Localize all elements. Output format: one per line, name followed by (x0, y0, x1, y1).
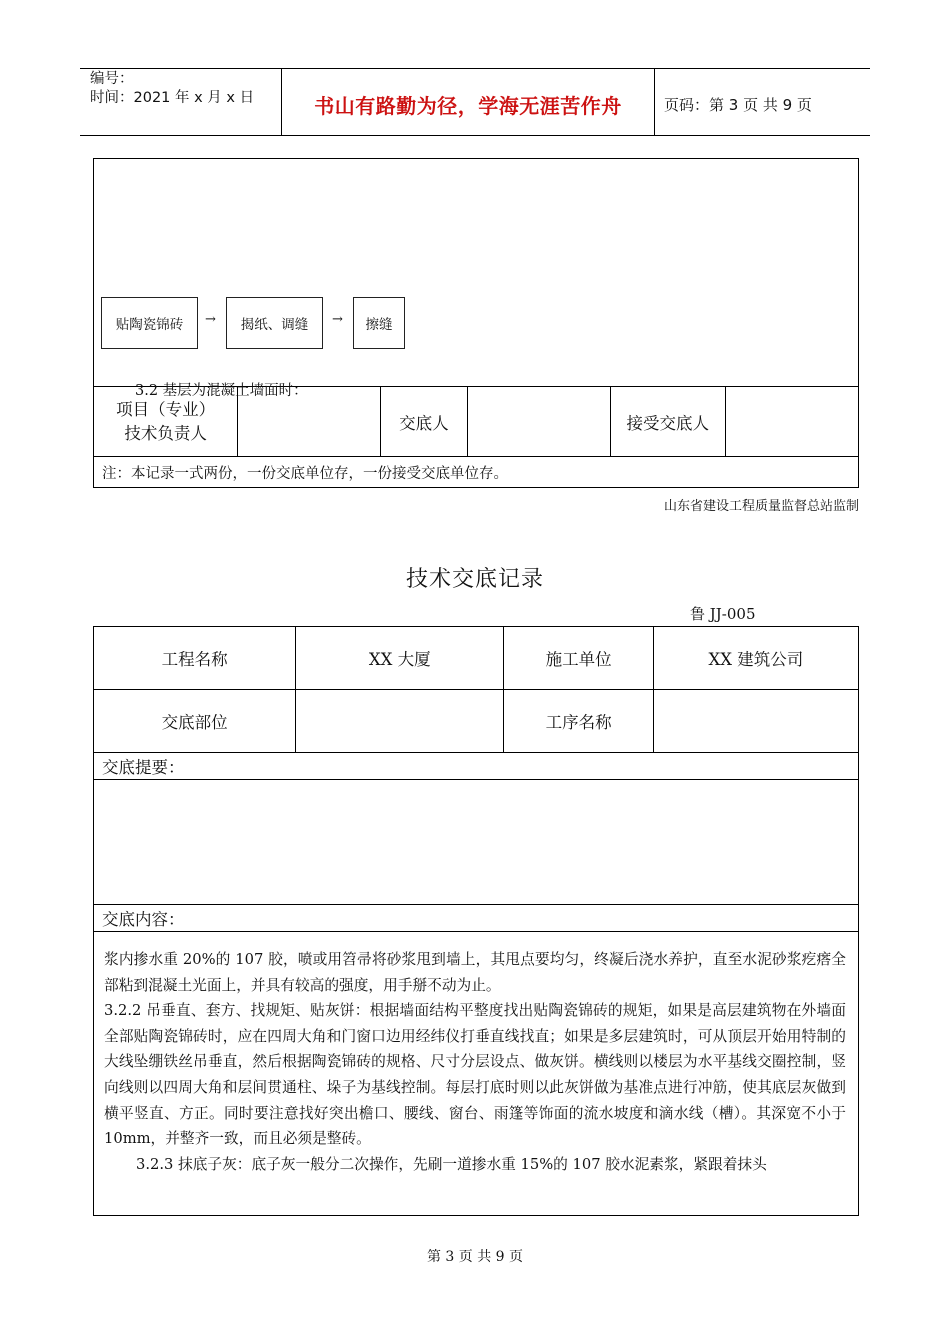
process-name-label: 工序名称 (504, 690, 653, 753)
header-time: 时间：2021 年 x 月 x 日 (90, 90, 255, 106)
record-form-table (93, 626, 859, 1216)
document-title: 技术交底记录 (405, 567, 544, 592)
header-meta (90, 70, 254, 108)
content-frame-top (93, 158, 859, 387)
project-name-value: XX 大厦 (296, 627, 504, 690)
flow-arrow-icon: → (332, 312, 343, 327)
header-divider (654, 68, 655, 136)
supervising-org: 山东省建设工程质量监督总站监制 (663, 499, 859, 514)
header-bottom-rule (80, 135, 870, 136)
contractor-value: XX 建筑公司 (653, 627, 858, 690)
signature-table (93, 386, 859, 488)
content-paragraph: 3.2.2 吊垂直、套方、找规矩、贴灰饼：根据墙面结构平整度找出贴陶瓷锦砖的规矩，如果是高层建筑物在外墙面全部贴陶瓷锦砖时，应在四周大角和门窗口边用经纬仪打垂直线找直；如果是多层建筑时，可从顶层开始用特制的大线坠绷铁丝吊垂直，然后根据陶瓷锦砖的规格、尺寸分层设点、做灰饼。横线则以楼层为水平基线交圈控制，竖向线则以四周大角和层间贯通柱、垛子为基线控制。每层打底时则以此灰饼做为基准点进行冲筋，使其底层灰做到横平竖直、方正。同时要注意找好突出檐口、腰线、窗台、雨篷等饰面的流水坡度和滴水线（槽）。其深宽不小于 10mm，并整齐一致，而且必须是整砖。 (104, 1002, 846, 1148)
header-code: 编号： (90, 71, 134, 87)
page-footer: 第 3 页 共 9 页 (426, 1249, 524, 1265)
section-heading-3-2: 3.2 基层为混凝土墙面时： (135, 383, 308, 399)
contractor-label: 施工单位 (504, 627, 653, 690)
flow-step-1: 贴陶瓷锦砖 (101, 297, 198, 349)
project-name-label: 工程名称 (94, 627, 296, 690)
flow-arrow-icon: → (205, 312, 216, 327)
project-lead-label: 项目（专业） 技术负责人 (94, 387, 238, 457)
content-area (94, 932, 859, 1216)
handover-part-label: 交底部位 (94, 690, 296, 753)
process-name-value (653, 690, 858, 753)
content-paragraph: 浆内掺水重 20%的 107 胶，喷或用笤帚将砂浆甩到墙上，其甩点要均匀，终凝后浇水养护，直至水泥砂浆疙瘩全部粘到混凝土光面上，并具有较高的强度，用手掰不动为止。 (104, 951, 846, 994)
header-top-rule (80, 68, 870, 69)
receiver-value (725, 387, 858, 457)
flow-step-2: 揭纸、调缝 (226, 297, 323, 349)
summary-area (94, 780, 859, 905)
receiver-label: 接受交底人 (610, 387, 725, 457)
content-paragraph: 3.2.3 抹底子灰：底子灰一般分二次操作，先刷一道掺水重 15%的 107 胶水泥素浆，紧跟着抹头 (136, 1155, 767, 1173)
handover-label: 交底人 (381, 387, 468, 457)
content-label: 交底内容： (94, 905, 859, 932)
handover-part-value (296, 690, 504, 753)
header-page-number: 页码：第 3 页 共 9 页 (664, 96, 812, 114)
summary-label: 交底提要： (94, 753, 859, 780)
record-note: 注：本记录一式两份，一份交底单位存，一份接受交底单位存。 (94, 457, 859, 488)
flow-step-3: 擦缝 (353, 297, 405, 349)
header-motto: 书山有路勤为径，学海无涯苦作舟 (314, 94, 622, 118)
handover-value (467, 387, 610, 457)
form-code: 鲁 JJ-005 (690, 605, 756, 623)
